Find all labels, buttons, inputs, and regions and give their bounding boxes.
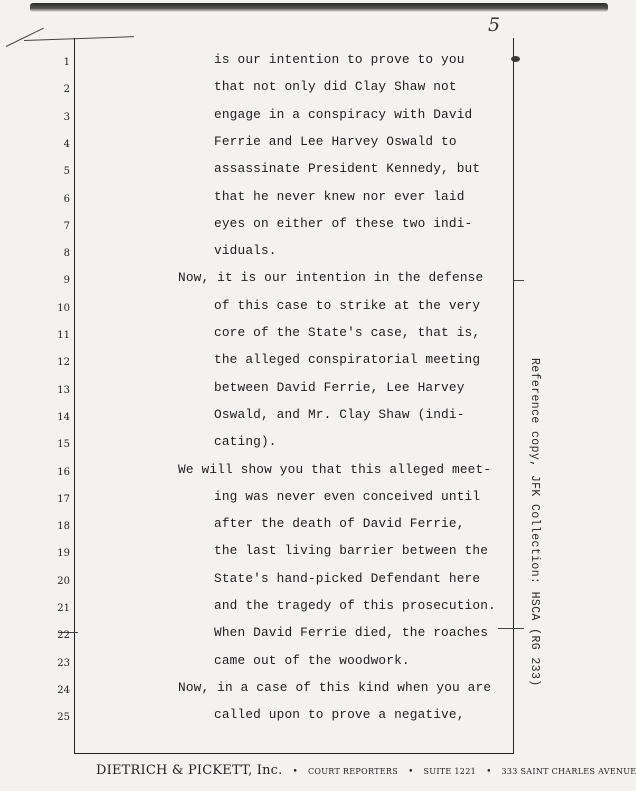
firm-name: DIETRICH & PICKETT, Inc. [96,763,283,778]
line-number: 14 [57,411,70,423]
left-margin-line [74,38,75,754]
transcript-line: the last living barrier between the [214,543,489,559]
transcript-line: We will show you that this alleged meet- [178,461,492,477]
footer-separator: • [486,767,492,777]
line-number: 10 [57,302,70,314]
firm-address: 333 SAINT CHARLES AVENUE [501,767,636,776]
transcript-line: State's hand-picked Defendant here [214,570,481,586]
line-number: 1 [63,57,70,68]
line-number: 22 [57,630,70,642]
transcript-line: When David Ferrie died, the roaches [214,625,489,641]
margin-rule [24,36,134,41]
transcript-line: the alleged conspiratorial meeting [214,352,481,368]
transcript-line: Ferrie and Lee Harvey Oswald to [214,133,457,149]
scan-streak [30,3,608,12]
right-margin-line [513,38,514,754]
line-number: 6 [63,193,70,205]
margin-tick [514,280,524,281]
transcript-line: eyes on either of these two indi- [214,215,473,231]
line-number: 9 [63,275,70,287]
margin-mark [6,28,44,47]
line-number: 8 [63,248,70,260]
transcript-line: and the tragedy of this prosecution. [214,598,496,613]
line-number: 21 [57,603,70,614]
transcript-line: of this case to strike at the very [214,297,481,313]
archive-stamp: Reference copy, JFK Collection: HSCA (RG 233) [528,358,541,687]
transcript-line: is our intention to prove to you [214,52,465,67]
line-number: 5 [63,166,70,178]
transcript-line: after the death of David Ferrie, [214,516,465,532]
bottom-rule [74,753,514,754]
line-number: 12 [57,357,70,369]
line-number: 25 [57,712,70,724]
transcript-line: called upon to prove a negative, [214,707,465,723]
transcript-line: between David Ferrie, Lee Harvey [214,379,465,395]
transcript-line: core of the State's case, that is, [214,325,481,340]
transcript-line: engage in a conspiracy with David [214,106,473,122]
footer-separator: • [292,767,298,777]
firm-role: COURT REPORTERS [307,767,399,776]
transcript-line: cating). [214,434,277,450]
line-number: 17 [57,493,70,505]
line-number: 19 [57,548,70,560]
line-number: 24 [57,684,70,696]
line-number: 18 [57,521,70,533]
line-number: 20 [57,575,70,587]
line-number: 3 [63,111,70,123]
line-number: 16 [57,466,70,478]
line-number: 7 [63,220,70,232]
reporter-footer [96,759,636,778]
transcript-line: Now, in a case of this kind when you are [178,679,492,695]
line-number: 2 [63,84,70,96]
line-number: 11 [57,330,70,341]
line-number: 13 [57,384,70,396]
footer-separator: • [408,767,414,777]
transcript-line: viduals. [214,243,277,259]
ink-smudge [511,56,520,62]
transcript-line: Oswald, and Mr. Clay Shaw (indi- [214,406,465,422]
page-number: 5 [488,14,501,36]
line-number: 4 [63,138,70,150]
line-number: 15 [57,439,70,451]
transcript-line: Now, it is our intention in the defense [178,270,484,286]
transcript-line: ing was never even conceived until [214,488,481,504]
margin-tick [498,628,524,629]
transcript-line: assassinate President Kennedy, but [214,161,481,177]
transcript-line: that not only did Clay Shaw not [214,79,457,95]
transcript-line: came out of the woodwork. [214,652,410,668]
transcript-line: that he never knew nor ever laid [214,188,465,204]
line-number: 23 [57,657,70,669]
firm-suite: SUITE 1221 [423,767,476,776]
